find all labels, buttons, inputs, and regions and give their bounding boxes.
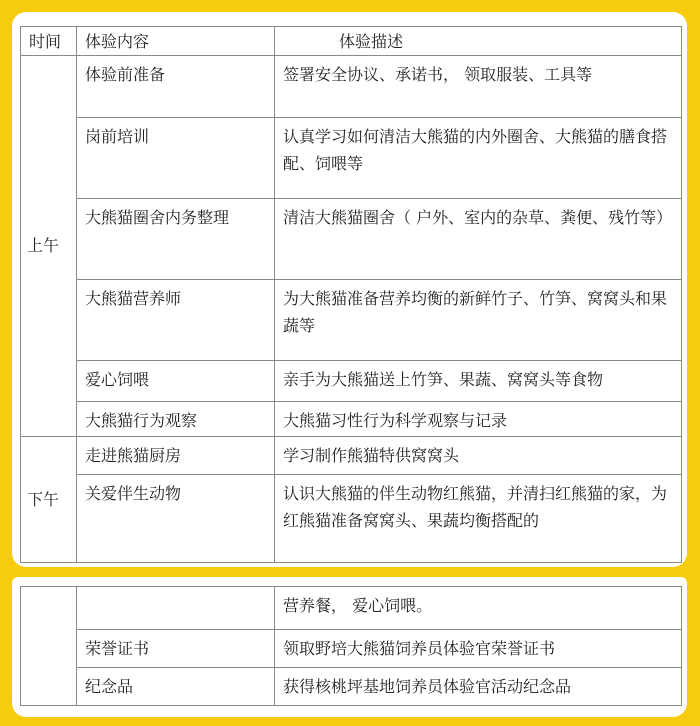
schedule-table	[20, 26, 682, 563]
table-header-row	[21, 27, 682, 56]
row-content: 纪念品	[77, 668, 275, 706]
row-content: 走进熊猫厨房	[77, 437, 275, 475]
schedule-table-continued	[20, 586, 682, 706]
row-description: 为大熊猫准备营养均衡的新鲜竹子、竹笋、窝窝头和果蔬等	[275, 280, 682, 361]
table-row	[21, 361, 682, 402]
table-row	[21, 630, 682, 668]
table-row	[21, 280, 682, 361]
table-row	[21, 118, 682, 199]
period-morning: 上午	[21, 56, 77, 437]
row-content: 荣誉证书	[77, 630, 275, 668]
row-description: 营养餐， 爱心饲喂。	[275, 587, 682, 630]
row-description: 清洁大熊猫圈舍（ 户外、室内的杂草、粪便、残竹等）	[275, 199, 682, 280]
table-row	[21, 437, 682, 475]
table-row	[21, 56, 682, 118]
row-content: 爱心饲喂	[77, 361, 275, 402]
table-row	[21, 587, 682, 630]
row-description: 获得核桃坪基地饲养员体验官活动纪念品	[275, 668, 682, 706]
table-row	[21, 199, 682, 280]
row-description: 签署安全协议、承诺书， 领取服装、工具等	[275, 56, 682, 118]
table-panel-top	[12, 12, 687, 567]
row-description: 领取野培大熊猫饲养员体验官荣誉证书	[275, 630, 682, 668]
table-row	[21, 475, 682, 563]
row-content: 大熊猫行为观察	[77, 402, 275, 437]
row-content: 大熊猫圈舍内务整理	[77, 199, 275, 280]
table-panel-bottom	[12, 577, 687, 717]
row-description: 认真学习如何清洁大熊猫的内外圈舍、大熊猫的膳食搭配、饲喂等	[275, 118, 682, 199]
table-row	[21, 668, 682, 706]
row-content: 岗前培训	[77, 118, 275, 199]
header-description: 体验描述	[275, 27, 682, 56]
row-description: 亲手为大熊猫送上竹笋、果蔬、窝窝头等食物	[275, 361, 682, 402]
row-description: 认识大熊猫的伴生动物红熊猫，并清扫红熊猫的家，为红熊猫准备窝窝头、果蔬均衡搭配的	[275, 475, 682, 563]
row-description: 学习制作熊猫特供窝窝头	[275, 437, 682, 475]
row-content: 大熊猫营养师	[77, 280, 275, 361]
header-time: 时间	[21, 27, 77, 56]
row-content-empty	[77, 587, 275, 630]
table-row	[21, 402, 682, 437]
period-afternoon: 下午	[21, 437, 77, 563]
row-content: 体验前准备	[77, 56, 275, 118]
row-content: 关爱伴生动物	[77, 475, 275, 563]
row-description: 大熊猫习性行为科学观察与记录	[275, 402, 682, 437]
header-content: 体验内容	[77, 27, 275, 56]
period-cell-empty	[21, 587, 77, 706]
